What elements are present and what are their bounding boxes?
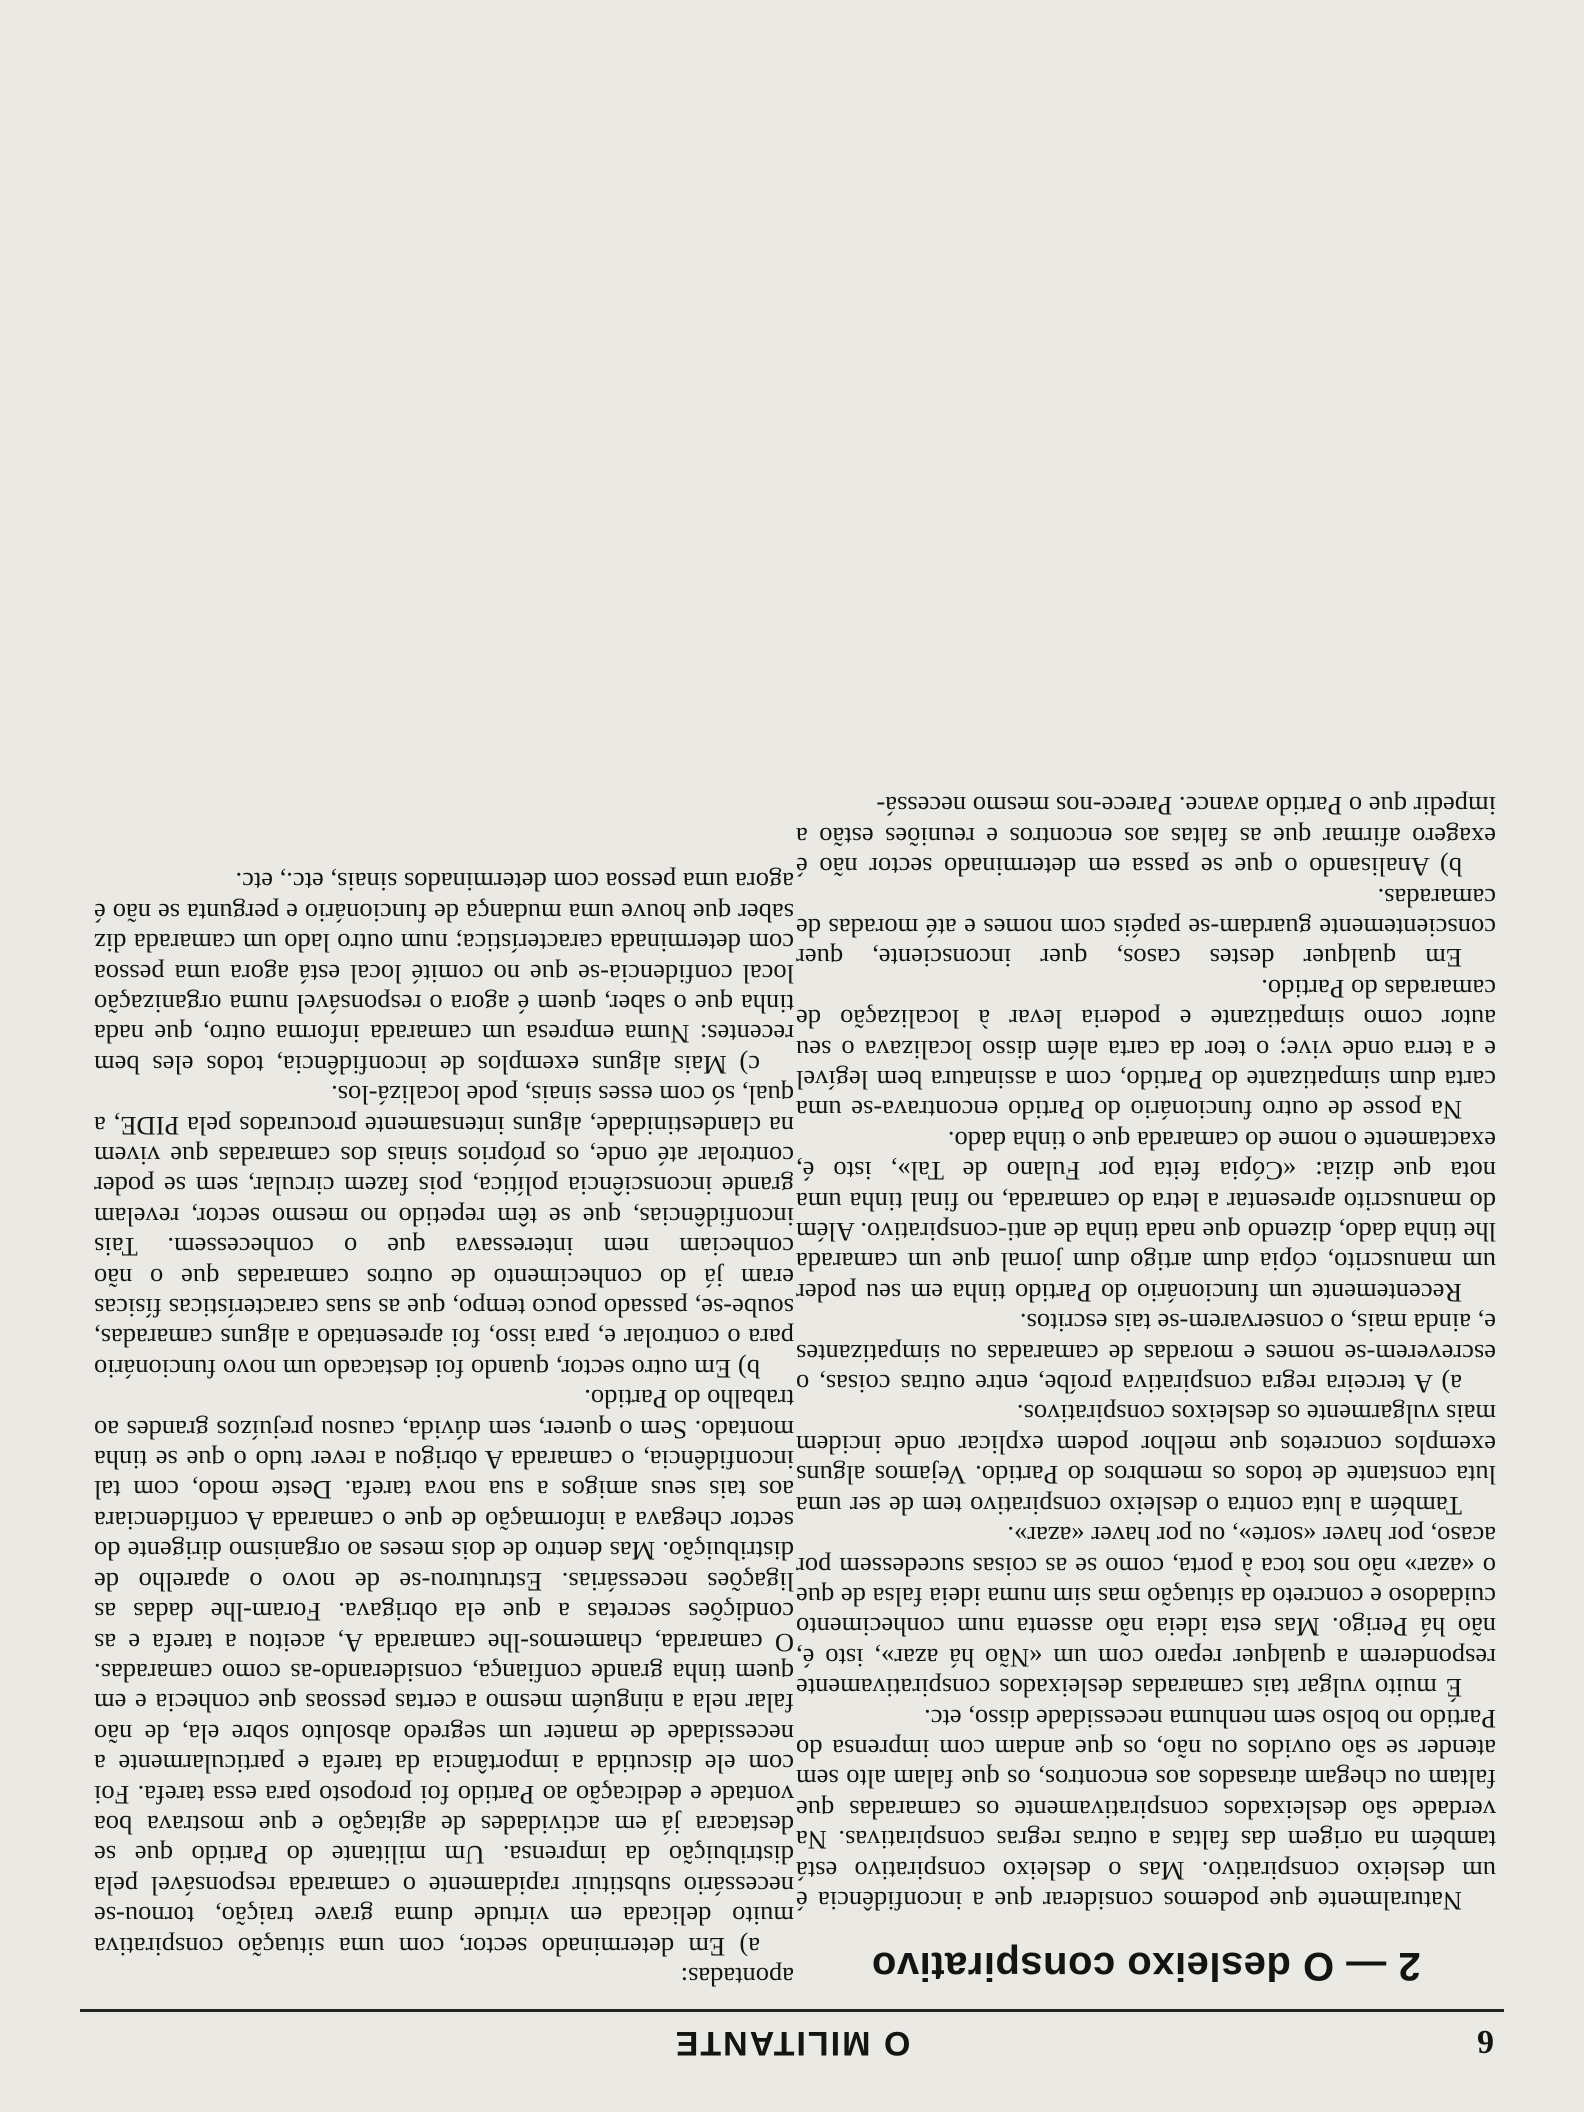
- paragraph: Em qualquer destes casos, quer inconsciente, quer conscientemente guardam-se papéis com nomes e até moradas de camaradas.: [796, 882, 1496, 974]
- paragraph: É muito vulgar tais camaradas desleixados conspirativamente responderem a qualquer reparo com um «Não há azar», isto é, não há Perigo. Mas esta ideia não assenta num conhecimento cuidadoso e concreto da situação mas sim numa ideia falsa de que o «azar» não nos toca à porta, como se as coisas sucedessem por acaso, por haver «sorte», ou por haver «azar».: [796, 1521, 1496, 1704]
- paragraph: a) Em determinado sector, com uma situação conspirativa muito delicada em virtude duma grave traição, tornou-se necessário substituir rapidamente o camarada responsável pela distribuição da imprensa. Um militante do Partido que se destacara já em actividades de agitação e que mostrava boa vontade e dedicação ao Partido foi proposto para essa tarefa. Foi com ele discutida a importância da tarefa e particularmente a necessidade de manter um segredo absoluto sobre ela, de não falar nela a ninguém mesmo a certas pessoas que conhecia e em quem tinha grande confiança, considerando-as como camaradas. O camarada, chamemos-lhe camarada A, aceitou a tarefa e as condições secretas a que ela obrigava. Foram-lhe dadas as ligações necessárias. Estruturou-se de novo o aparelho de distribuição. Mas dentro de dois meses ao organismo dirigente do sector chegava a informação de que o camarada A confidenciara aos tais seus amigos a sua nova tarefa. Deste modo, com tal inconfidência, o camarada A obrigou a rever tudo o que se tinha montado. Sem o querer, sem dúvida, causou prejuízos grandes ao trabalho do Partido.: [94, 1384, 794, 1962]
- left-column: [796, 32, 1496, 1992]
- page-number: 6: [1477, 2023, 1494, 2060]
- paragraph: Também a luta contra o desleixo conspirativo tem de ser uma luta constante de todos os membros do Partido. Vejamos alguns exemplos concretos que melhor podem explicar onde incidem mais vulgarmente os desleixos conspirativos.: [796, 1399, 1496, 1521]
- paragraph: b) Em outro sector, quando foi destacado um novo funcionário para o controlar e, para isso, foi apresentado a alguns camaradas, soube-se, passado pouco tempo, que as suas características físicas eram já do conhecimento de outros camaradas que o não conheciam nem interessava que o conhecessem. Tais inconfidências, que se têm repetido no mesmo sector, revelam grande inconsciência política, pois fazem circular, sem se poder controlar até onde, os próprios sinais dos camaradas que vivem na clandestinidade, alguns intensamente procurados pela PIDE, a qual, só com esses sinais, pode localizá-los.: [94, 1080, 794, 1384]
- paragraph: b) Analisando o que se passa em determinado sector não é exagero afirmar que as faltas aos encontros e reuniões estão a impedir que o Partido avance. Parece-nos mesmo necessá-: [796, 791, 1496, 883]
- paragraph: c) Mais alguns exemplos de inconfidência, todos eles bem recentes: Numa empresa um camarada informa outro, que nada tinha que o saber, quem é agora o responsável numa organização local confidencia-se que no comité local está agora uma pessoa com determinada característica; num outro lado um camarada diz saber que houve uma mudança de funcionário e pergunta se não é agora uma pessoa com determinados sinais, etc., etc.: [94, 867, 794, 1080]
- right-column: [94, 32, 794, 1992]
- paragraph: Recentemente um funcionário do Partido tinha em seu poder um manuscrito, cópia dum artigo dum jornal que um camarada lhe tinha dado, dizendo que nada tinha de anti-conspirativo. Além do manuscrito apresentar a letra do camarada, no final tinha uma nota que dizia: «Cópia feita por Fulano de Tal», isto é, exactamente o nome do camarada que o tinha dado.: [796, 1125, 1496, 1308]
- paragraph: Na posse de outro funcionário do Partido encontrava-se uma carta dum simpatizante do Partido, com a assinatura bem legível e a terra onde vive; o teor da carta além disso localizava o seu autor como simpatizante e poderia levar à localização de camaradas do Partido.: [796, 973, 1496, 1126]
- page-header: [80, 2009, 1504, 2064]
- paragraph: a) A terceira regra conspirativa proíbe, entre outras coisas, o escreverem-se nomes e moradas de camaradas ou simpatizantes e, ainda mais, o conservarem-se tais escritos.: [796, 1308, 1496, 1400]
- journal-title: O MILITANTE: [673, 2024, 911, 2062]
- section-title: 2 — O desleixo conspirativo: [871, 1944, 1421, 1988]
- paragraph: Naturalmente que podemos considerar que a inconfidência é um desleixo conspirativo. Mas o desleixo conspirativo está também na origem das faltas a outras regras conspirativas. Na verdade são desleixados conspirativamente os camaradas que faltam ou chegam atrasados aos encontros, os que falam alto sem atender se são ouvidos ou não, os que andam com imprensa do Partido no bolso sem nenhuma necessidade disso, etc.: [796, 1703, 1496, 1916]
- paragraph: apontadas:: [680, 1962, 794, 1992]
